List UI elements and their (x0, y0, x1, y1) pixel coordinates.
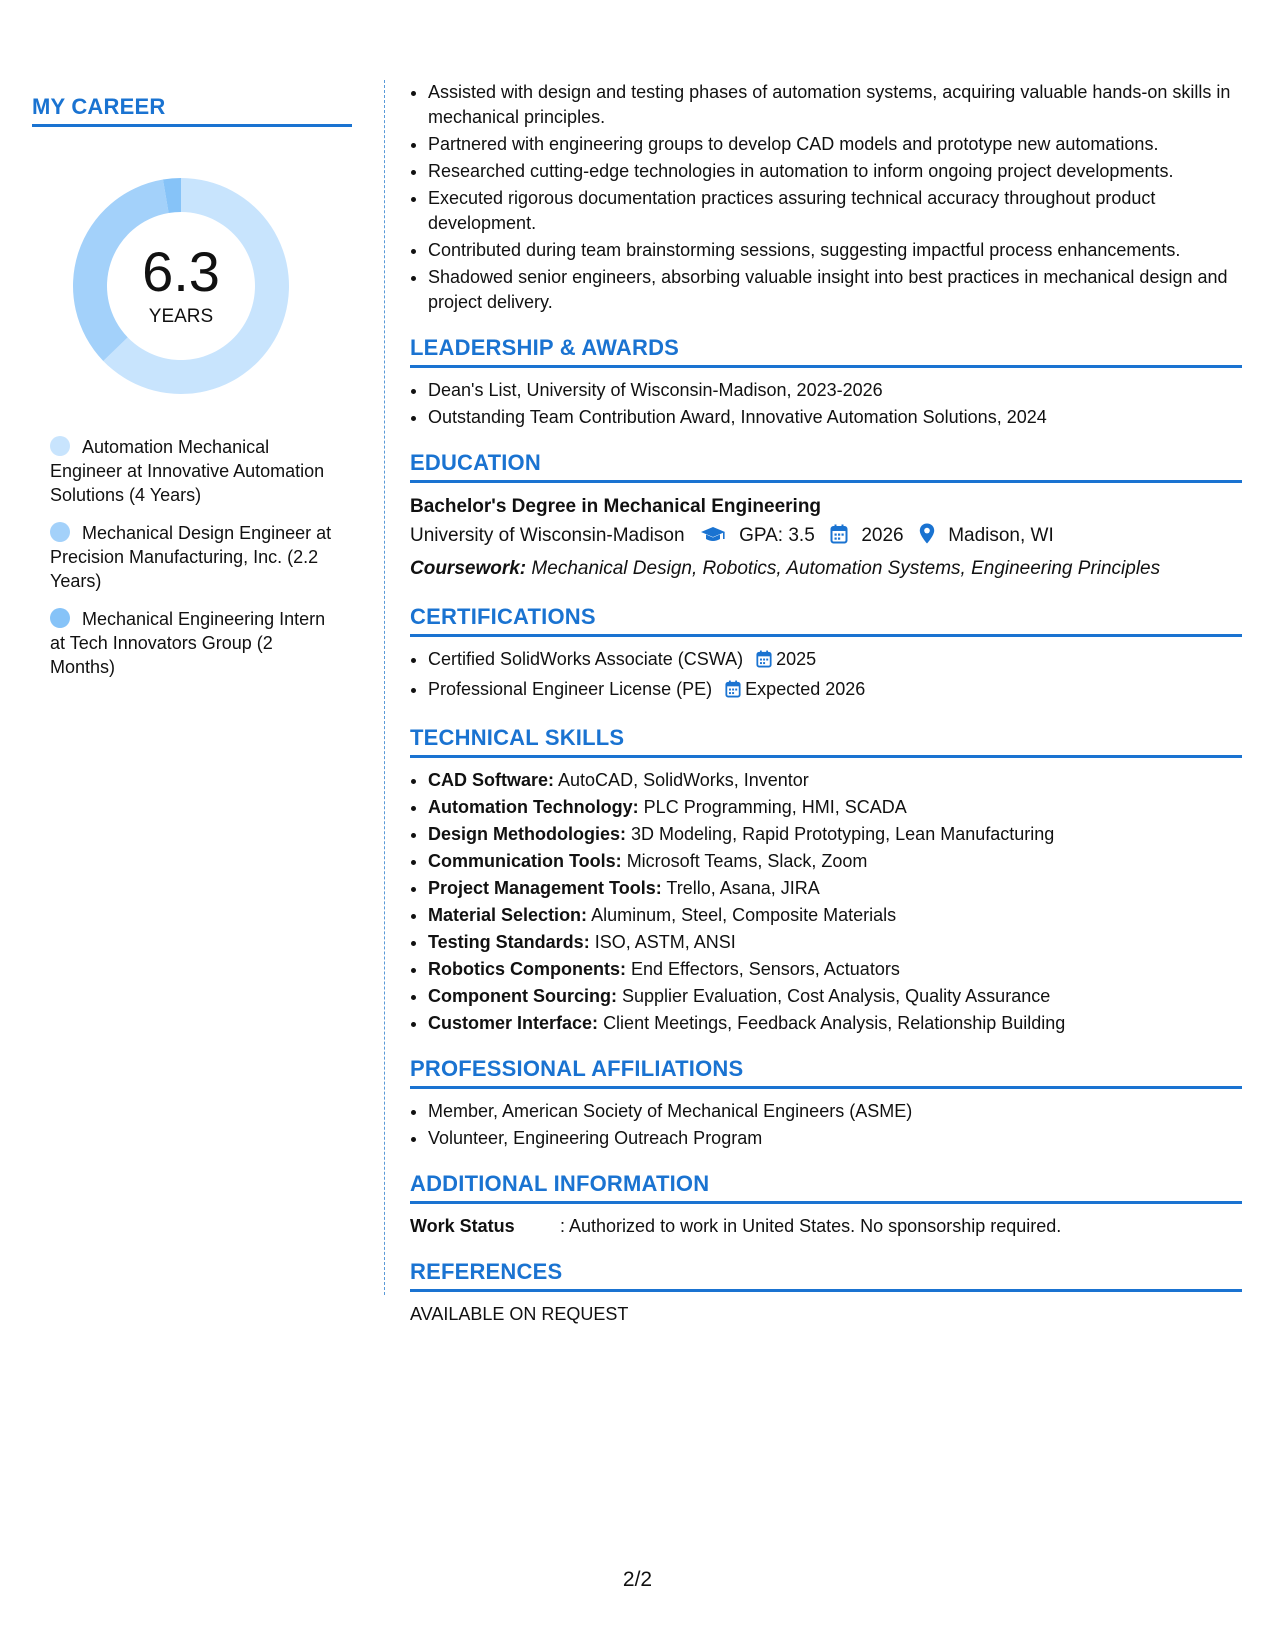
skill-item (428, 822, 1242, 847)
skill-label: Automation Technology: (428, 797, 639, 817)
certification-name: Certified SolidWorks Associate (CSWA) (428, 649, 744, 669)
education-location: Madison, WI (948, 525, 1054, 546)
affiliations-list (410, 1099, 1242, 1151)
donut-center (66, 171, 296, 401)
certifications-title: CERTIFICATIONS (410, 604, 1242, 637)
skill-value: Aluminum, Steel, Composite Materials (591, 905, 897, 925)
calendar-icon (756, 650, 772, 675)
skill-item (428, 930, 1242, 955)
skill-value: Trello, Asana, JIRA (666, 878, 820, 898)
coursework-label: Coursework: (410, 558, 527, 579)
certification-item (428, 647, 1242, 675)
page-number: 2/2 (622, 1568, 653, 1591)
work-status-row (410, 1214, 1242, 1239)
work-status-value: : Authorized to work in United States. No sponsorship required. (560, 1216, 1062, 1236)
certification-date: 2025 (776, 649, 817, 669)
leadership-item: • Dean's List, University of Wisconsin-Madison, 2023-2026 (428, 378, 1242, 403)
skill-value: Client Meetings, Feedback Analysis, Relationship Building (603, 1013, 1066, 1033)
total-years: 6.3 (142, 240, 220, 303)
skill-label: Communication Tools: (428, 851, 622, 871)
affiliation-item: • Member, American Society of Mechanical Engineers (ASME) (428, 1099, 1242, 1124)
career-legend (50, 435, 340, 679)
column-divider (384, 80, 385, 1295)
education-coursework (410, 554, 1242, 584)
experience-bullet: • Executed rigorous documentation practices assuring technical accuracy throughout product development. (428, 186, 1242, 236)
references-text: AVAILABLE ON REQUEST (410, 1304, 629, 1324)
skill-item (428, 957, 1242, 982)
experience-bullet: • Contributed during team brainstorming sessions, suggesting impactful process enhancements. (428, 238, 1242, 263)
calendar-icon (830, 524, 848, 554)
certification-name: Professional Engineer License (PE) (428, 679, 713, 699)
skill-label: Project Management Tools: (428, 878, 662, 898)
leadership-item: • Outstanding Team Contribution Award, Innovative Automation Solutions, 2024 (428, 405, 1242, 430)
career-legend-item (50, 607, 340, 679)
skill-value: AutoCAD, SolidWorks, Inventor (558, 770, 809, 790)
education-year: 2026 (861, 525, 904, 546)
experience-bullet: • Partnered with engineering groups to develop CAD models and prototype new automations. (428, 132, 1242, 157)
skills-list (410, 768, 1242, 1036)
skill-item (428, 903, 1242, 928)
leadership-title: LEADERSHIP & AWARDS (410, 335, 1242, 368)
career-legend-item (50, 435, 340, 507)
skill-value: ISO, ASTM, ANSI (594, 932, 736, 952)
references-title: REFERENCES (410, 1259, 1242, 1292)
skill-value: End Effectors, Sensors, Actuators (631, 959, 900, 979)
career-item-text: Automation Mechanical Engineer at Innovative Automation Solutions (4 Years) (50, 437, 325, 505)
coursework-text: Mechanical Design, Robotics, Automation Systems, Engineering Principles (531, 558, 1161, 579)
career-item-text: Mechanical Engineering Intern at Tech Innovators Group (2 Months) (50, 609, 326, 677)
skill-label: Testing Standards: (428, 932, 590, 952)
education-title: EDUCATION (410, 450, 1242, 483)
skill-value: PLC Programming, HMI, SCADA (643, 797, 907, 817)
skill-item (428, 795, 1242, 820)
map-pin-icon (919, 523, 935, 554)
career-title: MY CAREER (32, 94, 352, 127)
skill-label: Component Sourcing: (428, 986, 617, 1006)
skill-item (428, 849, 1242, 874)
skills-title: TECHNICAL SKILLS (410, 725, 1242, 758)
education-degree: Bachelor's Degree in Mechanical Engineering (410, 496, 822, 517)
affiliation-item: • Volunteer, Engineering Outreach Program (428, 1126, 1242, 1151)
legend-dot-icon (50, 436, 70, 456)
experience-bullets (410, 80, 1242, 315)
career-legend-item (50, 521, 340, 593)
skill-value: Microsoft Teams, Slack, Zoom (626, 851, 868, 871)
main-column (410, 80, 1242, 1327)
skill-item (428, 1011, 1242, 1036)
graduation-cap-icon (700, 524, 726, 554)
experience-bullet: • Shadowed senior engineers, absorbing valuable insight into best practices in mechanical design and project delivery. (428, 265, 1242, 315)
skill-label: Material Selection: (428, 905, 588, 925)
legend-dot-icon (50, 522, 70, 542)
affiliations-title: PROFESSIONAL AFFILIATIONS (410, 1056, 1242, 1089)
career-item-text: Mechanical Design Engineer at Precision Manufacturing, Inc. (2.2 Years) (50, 523, 332, 591)
certifications-list (410, 647, 1242, 705)
career-donut-chart (66, 171, 296, 401)
additional-title: ADDITIONAL INFORMATION (410, 1171, 1242, 1204)
education-gpa: GPA: 3.5 (739, 525, 815, 546)
education-details (410, 521, 1242, 554)
work-status-label: Work Status (410, 1216, 515, 1236)
skill-label: Customer Interface: (428, 1013, 599, 1033)
certification-date: Expected 2026 (745, 679, 866, 699)
career-sidebar (32, 94, 352, 693)
skill-label: CAD Software: (428, 770, 555, 790)
calendar-icon (725, 680, 741, 705)
skill-value: 3D Modeling, Rapid Prototyping, Lean Manufacturing (631, 824, 1055, 844)
years-unit: YEARS (148, 306, 214, 327)
legend-dot-icon (50, 608, 70, 628)
education-school: University of Wisconsin-Madison (410, 525, 685, 546)
skill-label: Robotics Components: (428, 959, 626, 979)
skill-item (428, 984, 1242, 1009)
experience-bullet: • Researched cutting-edge technologies in automation to inform ongoing project developments. (428, 159, 1242, 184)
skill-label: Design Methodologies: (428, 824, 626, 844)
certification-item (428, 677, 1242, 705)
skill-item (428, 876, 1242, 901)
experience-bullet: • Assisted with design and testing phases of automation systems, acquiring valuable hands-on skills in mechanical principles. (428, 80, 1242, 130)
skill-value: Supplier Evaluation, Cost Analysis, Quality Assurance (622, 986, 1051, 1006)
skill-item (428, 768, 1242, 793)
leadership-list (410, 378, 1242, 430)
